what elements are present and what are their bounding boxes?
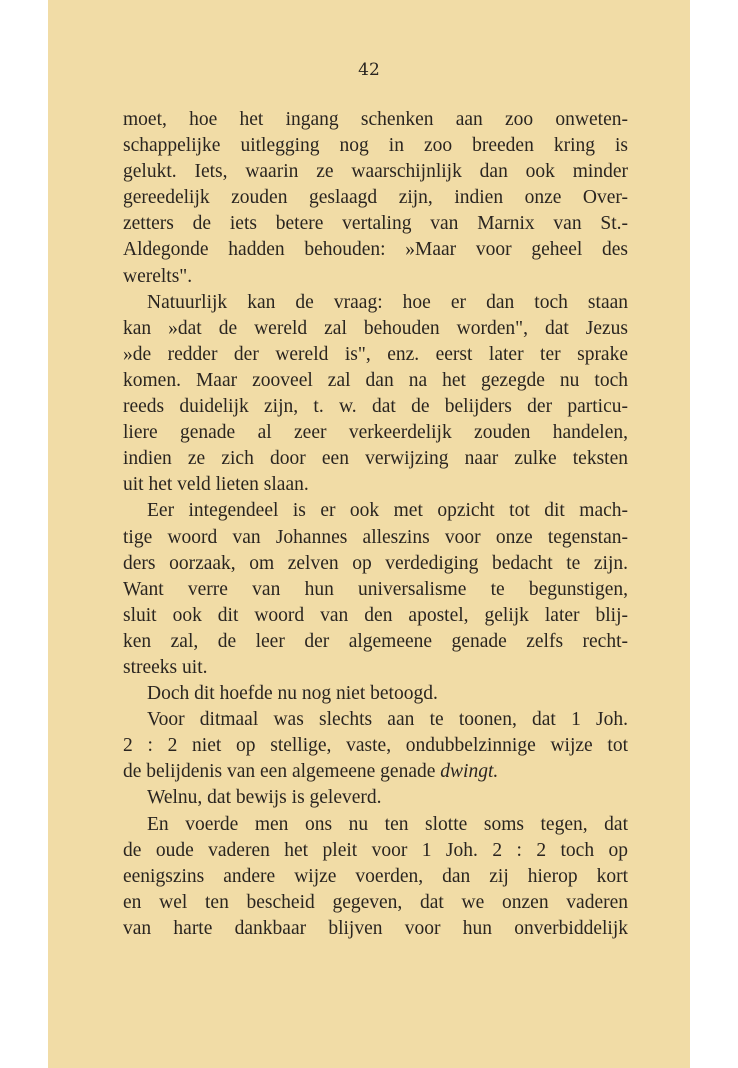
text-line [123,368,628,394]
text-line-content: indien ze zich door een verwijzing naar zulke teksten [123,448,628,470]
text-line [123,420,628,446]
text-line-content: sluit ook dit woord van den apostel, gelijk later blij- [123,604,628,626]
text-line [123,551,628,577]
text-line [123,394,628,420]
text-line-content: zetters de iets betere vertaling van Marnix van St.- [123,213,628,235]
text-line [123,785,628,811]
text-line [123,890,628,916]
text-line-content: uit het veld lieten slaan. [123,474,309,496]
text-line [123,916,628,942]
text-line-content: Want verre van hun universalisme te begunstigen, [123,578,628,600]
book-page [48,0,690,1068]
text-line-content: Natuurlijk kan de vraag: hoe er dan toch staan [147,291,628,313]
emphasized-word: dwingt. [440,761,499,783]
text-line [123,864,628,890]
text-line-content: reeds duidelijk zijn, t. w. dat de belijders der particu- [123,396,628,418]
text-line-content: werelts". [123,265,193,287]
text-line [123,655,628,681]
text-line [123,838,628,864]
text-line-content: streeks uit. [123,656,208,678]
text-line-content: Eer integendeel is er ook met opzicht tot dit mach- [147,500,628,522]
text-line [123,446,628,472]
text-line-content: van harte dankbaar blijven voor hun onverbiddelijk [123,917,628,939]
text-line [123,629,628,655]
text-line [123,733,628,759]
text-line [123,603,628,629]
text-line-content: moet, hoe het ingang schenken aan zoo onweten- [123,109,628,130]
text-line [123,498,628,524]
text-line-content: kan »dat de wereld zal behouden worden", dat Jezus [123,317,628,339]
text-line-content: »de redder der wereld is", enz. eerst later ter sprake [123,343,628,365]
text-line-content: 2 : 2 niet op stellige, vaste, ondubbelzinnige wijze tot [123,735,628,757]
text-line [123,525,628,551]
text-line-content: de belijdenis van een algemeene genade [123,761,436,783]
text-line [123,707,628,733]
text-line-content: Voor ditmaal was slechts aan te toonen, dat 1 Joh. [147,709,628,731]
text-line [123,211,628,237]
text-line-content: schappelijke uitlegging nog in zoo breeden kring is [123,135,628,157]
text-line-content: Aldegonde hadden behouden: »Maar voor geheel des [123,239,628,261]
text-line-content: komen. Maar zooveel zal dan na het gezegde nu toch [123,369,628,391]
text-line [123,264,628,290]
text-line-content: gereedelijk zouden geslaagd zijn, indien onze Over- [123,187,628,209]
text-line [123,107,628,133]
text-line [123,472,628,498]
text-line-content: en wel ten bescheid gegeven, dat we onzen vaderen [123,891,628,913]
text-line-content: de oude vaderen het pleit voor 1 Joh. 2 : 2 toch op [123,839,628,861]
text-line [123,237,628,263]
page-text [123,107,628,942]
text-line-content: ken zal, de leer der algemeene genade zelfs recht- [123,630,628,652]
text-line-content: eenigszins andere wijze voerden, dan zij hierop kort [123,865,628,887]
text-line-content: Doch dit hoefde nu nog niet betoogd. [147,683,438,705]
text-line-content: Welnu, dat bewijs is geleverd. [147,787,382,809]
text-line [123,185,628,211]
text-line [123,290,628,316]
text-line [123,159,628,185]
text-line [123,577,628,603]
text-line [123,681,628,707]
text-line [123,812,628,838]
text-line [123,133,628,159]
text-line-content: liere genade al zeer verkeerdelijk zouden handelen, [123,422,628,444]
text-line-content: tige woord van Johannes alleszins voor onze tegenstan- [123,526,628,548]
text-line [123,759,628,785]
text-line [123,316,628,342]
text-line-content: En voerde men ons nu ten slotte soms tegen, dat [147,813,628,835]
text-line-content: ders oorzaak, om zelven op verdediging bedacht te zijn. [123,552,628,574]
page-number: 42 [358,60,380,80]
text-line-content: gelukt. Iets, waarin ze waarschijnlijk dan ook minder [123,161,628,183]
text-line [123,342,628,368]
